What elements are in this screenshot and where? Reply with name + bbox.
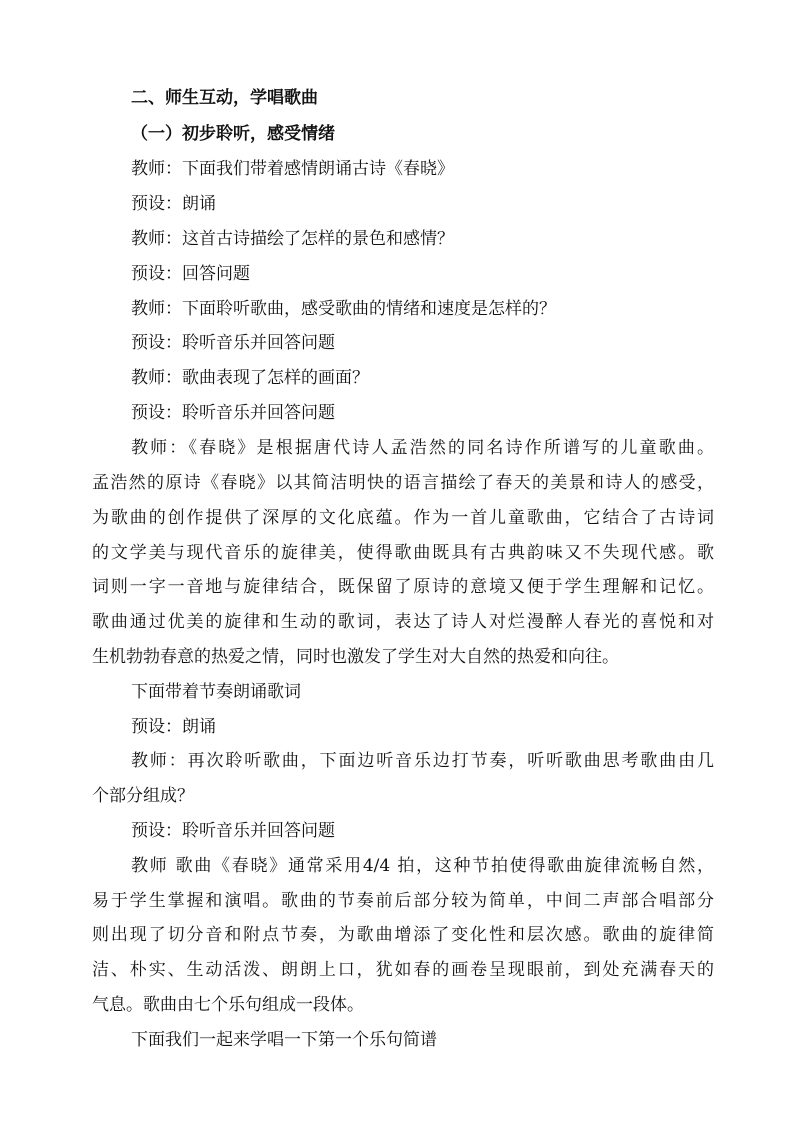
paragraph-line: 歌曲通过优美的旋律和生动的歌词，表达了诗人对烂漫醉人春光的喜悦和对	[92, 612, 714, 632]
paragraph-line: 教师：再次聆听歌曲，下面边听音乐边打节奏，听听歌曲思考歌曲由几	[131, 751, 714, 771]
paragraph-line: 个部分组成？	[92, 786, 194, 806]
dialogue-line: 教师：下面我们带着感情朗诵古诗《春晓》	[131, 159, 454, 179]
paragraph-line: 则出现了切分音和附点节奏，为歌曲增添了变化性和层次感。歌曲的旋律简	[92, 925, 714, 945]
dialogue-line: 预设：朗诵	[131, 194, 216, 214]
paragraph-line: 洁、朴实、生动活泼、朗朗上口，犹如春的画卷呈现眼前，到处充满春天的	[92, 960, 714, 980]
dialogue-line: 预设：朗诵	[131, 717, 216, 737]
paragraph-line: 的文学美与现代音乐的旋律美，使得歌曲既具有古典韵味又不失现代感。歌	[92, 543, 714, 563]
paragraph-line: 教师：《春晓》是根据唐代诗人孟浩然的同名诗作所谱写的儿童歌曲。	[131, 438, 714, 458]
dialogue-line: 下面带着节奏朗诵歌词	[131, 682, 301, 702]
paragraph-line: 易于学生掌握和演唱。歌曲的节奏前后部分较为简单，中间二声部合唱部分	[92, 891, 714, 911]
closing-line: 下面我们一起来学唱一下第一个乐句简谱	[131, 1030, 437, 1050]
paragraph-line: 生机勃勃春意的热爱之情，同时也激发了学生对大自然的热爱和向往。	[92, 647, 619, 667]
paragraph-line: 为歌曲的创作提供了深厚的文化底蕴。作为一首儿童歌曲，它结合了古诗词	[92, 508, 714, 528]
paragraph-line: 教师 歌曲《春晓》通常采用4/4 拍，这种节拍使得歌曲旋律流畅自然，	[131, 856, 714, 876]
subsection-title: （一）初步聆听，感受情绪	[131, 124, 335, 144]
dialogue-line: 教师：这首古诗描绘了怎样的景色和感情？	[131, 229, 454, 249]
paragraph-line: 孟浩然的原诗《春晓》以其简洁明快的语言描绘了春天的美景和诗人的感受，	[92, 473, 714, 493]
paragraph-line: 气息。歌曲由七个乐句组成一段体。	[92, 995, 364, 1015]
section-title: 二、师生互动，学唱歌曲	[131, 88, 318, 108]
dialogue-line: 教师：下面聆听歌曲，感受歌曲的情绪和速度是怎样的？	[131, 299, 556, 319]
dialogue-line: 预设：回答问题	[131, 264, 250, 284]
dialogue-line: 预设：聆听音乐并回答问题	[131, 403, 335, 423]
paragraph-line: 词则一字一音地与旋律结合，既保留了原诗的意境又便于学生理解和记忆。	[92, 577, 714, 597]
dialogue-line: 教师：歌曲表现了怎样的画面？	[131, 368, 369, 388]
dialogue-line: 预设：聆听音乐并回答问题	[131, 821, 335, 841]
dialogue-line: 预设：聆听音乐并回答问题	[131, 333, 335, 353]
